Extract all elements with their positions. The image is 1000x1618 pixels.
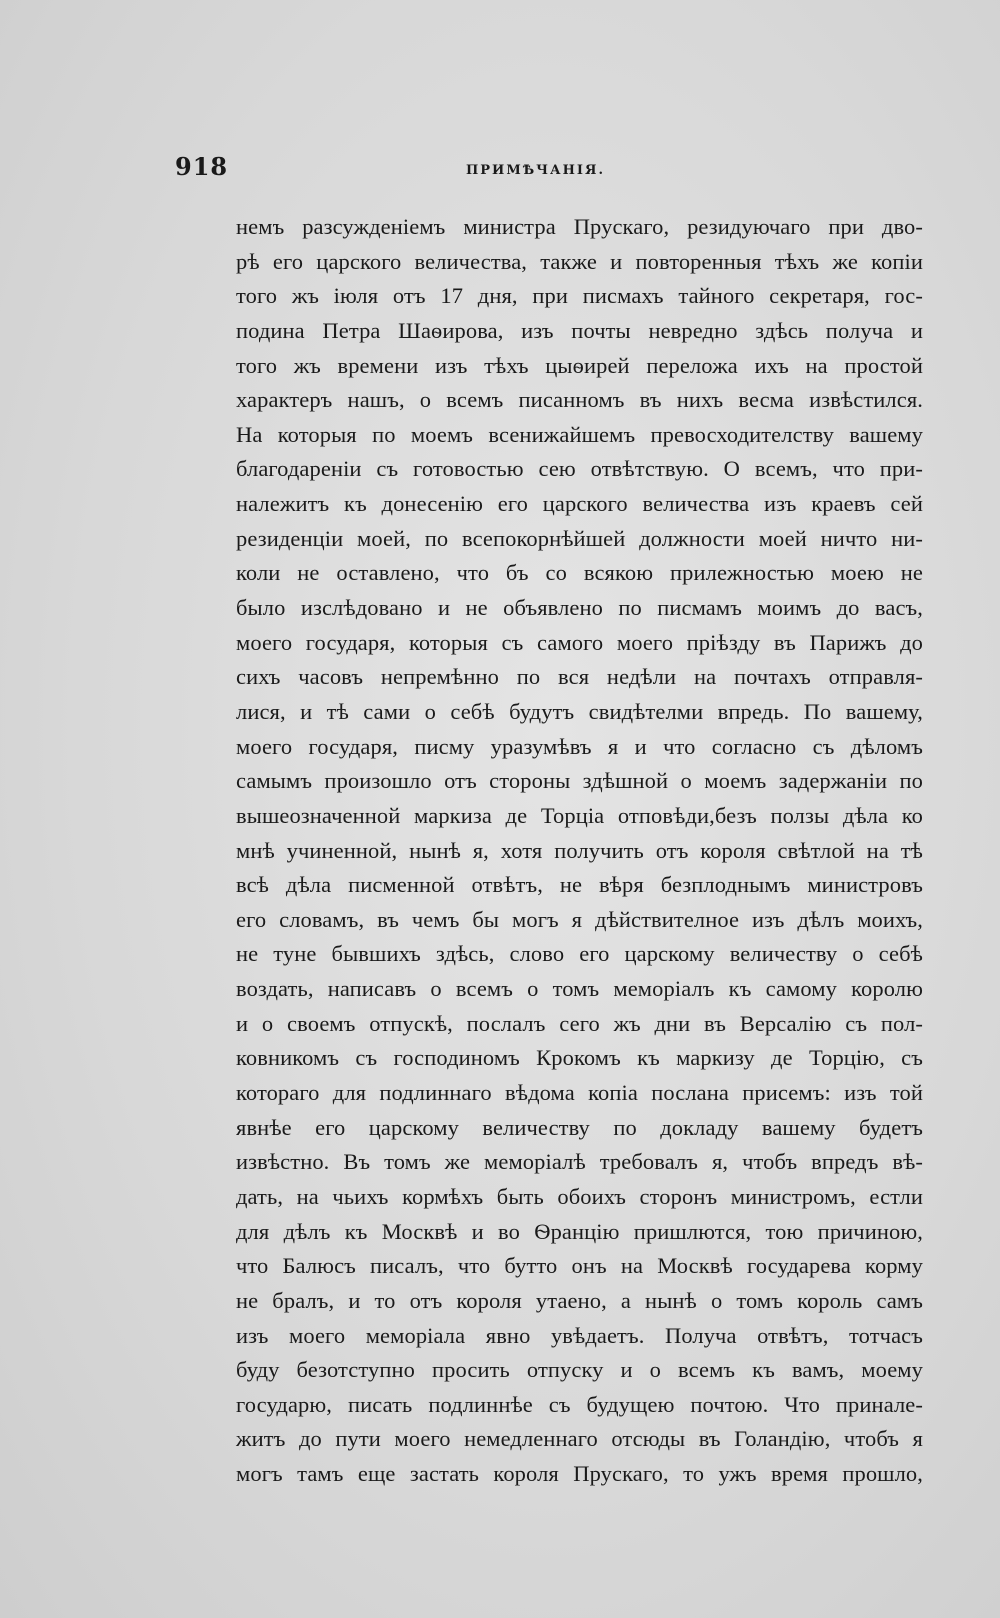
running-title: ПРИМѢЧАНІЯ. — [466, 163, 605, 178]
text-line: мнѣ учиненной, нынѣ я, хотя получить отъ короля свѣтлой на тѣ — [236, 837, 923, 863]
text-line: подина Петра Шаѳирова, изъ почты невредно здѣсь получа и — [236, 317, 923, 343]
text-line: дать, на чьихъ кормѣхъ быть обоихъ сторонъ министромъ, естли — [236, 1183, 923, 1209]
text-line: належитъ къ донесенію его царского величества изъ краевъ сей — [236, 491, 923, 517]
text-line: котораго для подлиннаго вѣдома копіа послана присемъ: изъ той — [236, 1080, 923, 1106]
text-line: изъ моего меморіала явно увѣдаетъ. Получа отвѣтъ, тотчасъ — [236, 1322, 923, 1348]
text-line: всѣ дѣла писменной отвѣтъ, не вѣря безплоднымъ министровъ — [236, 872, 923, 898]
text-line: моего государя, которыя съ самого моего пріѣзду въ Парижъ до — [236, 629, 923, 655]
text-line: рѣ его царского величества, также и повторенныя тѣхъ же копіи — [236, 248, 923, 274]
text-line: что Балюсъ писалъ, что бутто онъ на Москвѣ государева корму — [236, 1253, 923, 1279]
text-line: характеръ нашъ, о всемъ писанномъ въ нихъ весма извѣстился. — [236, 387, 923, 413]
text-line: буду безотступно просить отпуску и о всемъ къ вамъ, моему — [236, 1357, 923, 1383]
text-line: извѣстно. Въ томъ же меморіалѣ требовалъ я, чтобъ впредъ вѣ- — [236, 1149, 923, 1175]
text-line: того жъ времени изъ тѣхъ цыѳирей переложа ихъ на простой — [236, 352, 923, 378]
text-line: воздать, написавъ о всемъ о томъ меморіалъ къ самому королю — [236, 976, 923, 1002]
text-line: явнѣе его царскому величеству по докладу вашему будетъ — [236, 1114, 923, 1140]
text-line: его словамъ, въ чемъ бы могъ я дѣйствителное изъ дѣлъ моихъ, — [236, 906, 923, 932]
text-line: немъ разсужденіемъ министра Прускаго, резидуючаго при дво- — [236, 214, 923, 239]
text-line: вышеозначенной маркиза де Торціа отповѣди,безъ ползы дѣла ко — [236, 802, 923, 828]
text-line: не бралъ, и то отъ короля утаено, а нынѣ о томъ король самъ — [236, 1287, 923, 1313]
text-line: сихъ часовъ непремѣнно по вся недѣли на почтахъ отправля- — [236, 664, 923, 690]
body-text — [236, 210, 923, 1492]
text-line: резиденціи моей, по всепокорнѣйшей должности моей ничто ни- — [236, 525, 923, 551]
text-line: ковникомъ съ господиномъ Крокомъ къ маркизу де Торцію, съ — [236, 1045, 923, 1071]
text-line: самымъ произошло отъ стороны здѣшной о моемъ задержаніи по — [236, 768, 923, 794]
text-line: моего государя, писму уразумѣвъ я и что согласно съ дѣломъ — [236, 733, 923, 759]
text-line: благодареніи съ готовостью сею отвѣтствую. О всемъ, что при- — [236, 456, 923, 482]
text-line: На которыя по моемъ всенижайшемъ превосходителству вашему — [236, 421, 923, 447]
text-line: житъ до пути моего немедленнаго отсюды въ Голандію, чтобъ я — [236, 1426, 923, 1452]
text-line: лися, и тѣ сами о себѣ будутъ свидѣтелми впредь. По вашему, — [236, 698, 923, 724]
page-number: 918 — [175, 152, 229, 181]
text-line: было изслѣдовано и не объявлено по писмамъ моимъ до васъ, — [236, 595, 923, 621]
text-line: не туне бывшихъ здѣсь, слово его царскому величеству о себѣ — [236, 941, 923, 967]
text-line: и о своемъ отпускѣ, послалъ сего жъ дни въ Версалію съ пол- — [236, 1010, 923, 1036]
text-line: коли не оставлено, что бъ со всякою прилежностью моею не — [236, 560, 923, 586]
text-line: того жъ іюля отъ 17 дня, при писмахъ тайного секретаря, гос- — [236, 283, 923, 309]
text-line: могъ тамъ еще застать короля Прускаго, то ужъ время прошло, — [236, 1461, 923, 1487]
text-line: для дѣлъ къ Москвѣ и во Ѳранцію пришлются, тою причиною, — [236, 1218, 923, 1244]
text-line: государю, писать подлиннѣе съ будущею почтою. Что принале- — [236, 1391, 923, 1417]
